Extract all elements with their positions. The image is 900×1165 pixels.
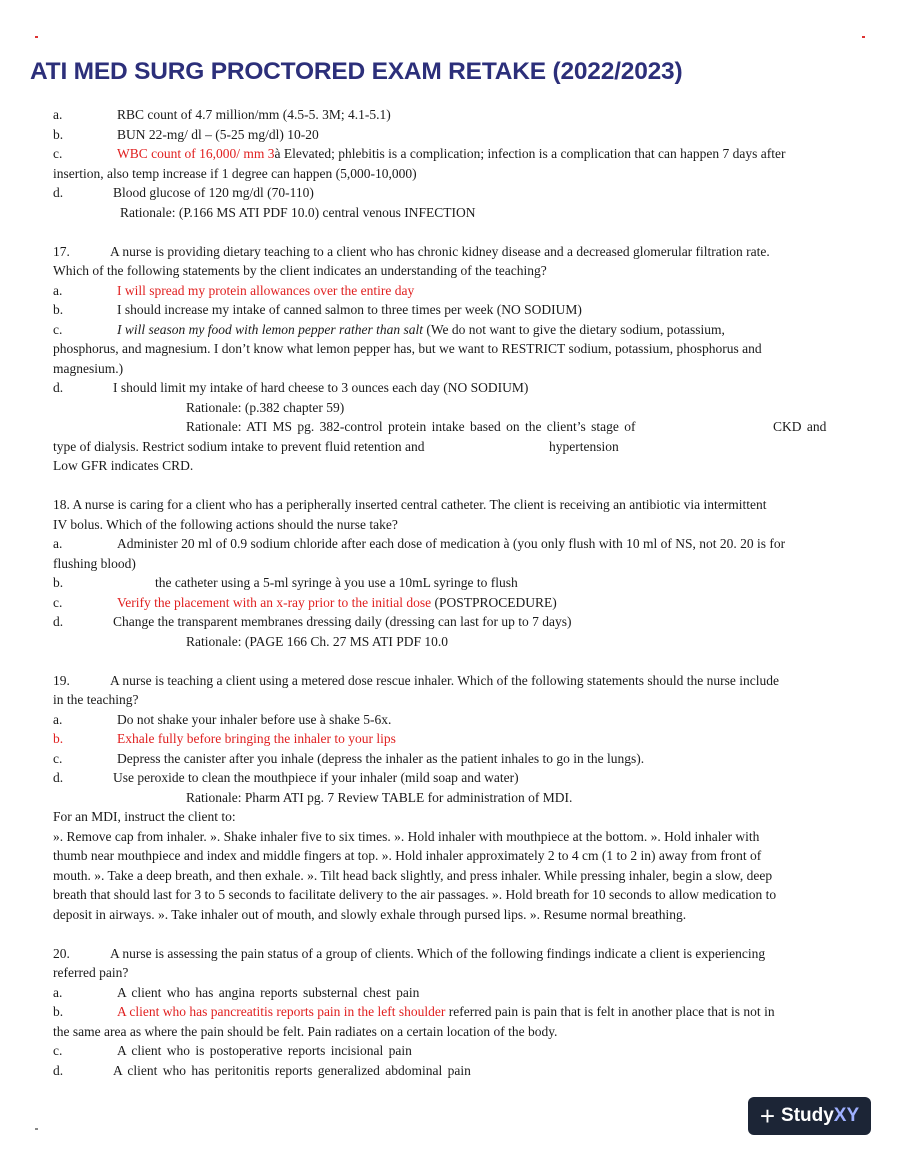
q16-rationale: Rationale: (P.166 MS ATI PDF 10.0) central venous INFECTION [120,204,476,220]
q20-stem-cont: referred pain? [53,965,129,980]
q18-option-d: d. Change the transparent membranes dressing daily (dressing can last for up to 7 days) [53,614,572,629]
q20-stem: 20. A nurse is assessing the pain status of a group of clients. Which of the following findings indicate a client is experiencing [53,945,766,961]
q17-stem-cont: Which of the following statements by the client indicates an understanding of the teaching? [53,263,547,278]
q17-option-d: d. I should limit my intake of hard cheese to 3 ounces each day (NO SODIUM) [53,380,529,395]
plus-icon: + [759,1101,776,1131]
q17-option-b: b. I should increase my intake of canned salmon to three times per week (NO SODIUM) [53,302,582,317]
q16-option-c: c. WBC count of 16,000/ mm 3à Elevated; phlebitis is a complication; infection is a complication that can happen 7 days after [53,146,786,161]
q19-steps-3: mouth. ». Take a deep breath, and then exhale. ». Tilt head back slightly, and press inhaler. While pressing inhaler, begin a slow, deep [53,867,773,883]
q17-rationale-3: type of dialysis. Restrict sodium intake to prevent fluid retention and hypertension [53,438,619,454]
q19-option-c: c. Depress the canister after you inhale (depress the inhaler as the patient inhales to go in the lungs). [53,750,645,766]
correct-answer: A client who has pancreatitis reports pain in the left shoulder [117,1004,446,1019]
q18-stem-cont: IV bolus. Which of the following actions should the nurse take? [53,516,398,532]
q19-option-a: a. Do not shake your inhaler before use à shake 5-6x. [53,711,392,727]
document-title: ATI MED SURG PROCTORED EXAM RETAKE (2022/2023) [30,58,683,85]
correct-answer: WBC count of 16,000/ mm 3 [117,146,275,161]
q19-stem: 19. A nurse is teaching a client using a metered dose rescue inhaler. Which of the following statements should the nurse include [53,672,779,688]
q20-option-c: c. A client who is postoperative reports incisional pain [53,1043,412,1058]
q20-option-a: a. A client who has angina reports substernal chest pain [53,984,420,1000]
correct-answer: I will spread my protein allowances over the entire day [117,282,415,298]
corner-mark-bottom-left [35,1128,38,1130]
q19-steps-1: ». Remove cap from inhaler. ». Shake inhaler five to six times. ». Hold inhaler with mouthpiece at the bottom. ». Hold inhaler with [53,828,760,844]
corner-mark-top-right [862,36,865,38]
q18-option-a-cont: flushing blood) [53,555,136,571]
q18-option-b: b. the catheter using a 5-ml syringe à you use a 10mL syringe to flush [53,575,518,590]
q16-option-b: b. BUN 22-mg/ dl – (5-25 mg/dl) 10-20 [53,126,319,142]
q17-rationale-4: Low GFR indicates CRD. [53,458,194,473]
q19-stem-cont: in the teaching? [53,692,139,707]
studyxy-logo[interactable]: + Study XY [748,1097,871,1135]
q17-rationale-1: Rationale: (p.382 chapter 59) [186,399,345,415]
q19-steps-5: deposit in airways. ». Take inhaler out of mouth, and slowly exhale through pursed lips. ». Resume normal breathing. [53,906,687,922]
document-body [53,105,845,1080]
q17-option-c-cont2: magnesium.) [53,360,124,376]
q16-option-d: d. Blood glucose of 120 mg/dl (70-110) [53,185,314,200]
q16-option-a: a. RBC count of 4.7 million/mm (4.5-5. 3M; 4.1-5.1) [53,107,391,122]
q17-option-a: a. I will spread my protein allowances over the entire day [53,282,415,298]
corner-mark-top-left [35,36,38,38]
q18-option-a: a. Administer 20 ml of 0.9 sodium chloride after each dose of medication à (you only flush with 10 ml of NS, not 20. 20 is for [53,536,786,551]
q18-option-c: c. Verify the placement with an x-ray prior to the initial dose (POSTPROCEDURE) [53,594,557,610]
q19-option-b: b. Exhale fully before bringing the inhaler to your lips [53,731,396,746]
q19-steps-2: thumb near mouthpiece and index and middle fingers at top. ». Hold inhaler approximately 2 to 4 cm (1 to 2 in) away from front of [53,848,762,863]
q20-option-b-cont: the same area as where the pain should be felt. Pain radiates on a certain location of the body. [53,1023,558,1039]
q17-rationale-2: Rationale: ATI MS pg. 382-control protein intake based on the client’s stage of CKD and [186,419,827,434]
q18-rationale: Rationale: (PAGE 166 Ch. 27 MS ATI PDF 10.0 [186,633,449,649]
q19-option-d: d. Use peroxide to clean the mouthpiece if your inhaler (mild soap and water) [53,770,519,785]
correct-answer: Verify the placement with an x-ray prior to the initial dose [117,594,432,610]
q16-option-c-cont: insertion, also temp increase if 1 degree can happen (5,000-10,000) [53,165,417,181]
q19-rationale: Rationale: Pharm ATI pg. 7 Review TABLE for administration of MDI. [186,789,573,805]
q19-instruction: For an MDI, instruct the client to: [53,809,236,824]
q18-stem: 18. A nurse is caring for a client who has a peripherally inserted central catheter. The client is receiving an antibiotic via intermittent [53,497,767,512]
q19-steps-4: breath that should last for 3 to 5 seconds to facilitate delivery to the air passages. ». Hold breath for 10 seconds to allow medication to [53,887,777,902]
q17-option-c-cont: phosphorus, and magnesium. I don’t know what lemon pepper has, but we want to RESTRICT sodium, potassium, phosphorus and [53,341,762,356]
q20-option-d: d. A client who has peritonitis reports generalized abdominal pain [53,1062,471,1078]
correct-answer: Exhale fully before bringing the inhaler to your lips [117,731,396,746]
q17-stem: 17. A nurse is providing dietary teaching to a client who has chronic kidney disease and a decreased glomerular filtration rate. [53,243,770,259]
q20-option-b: b. A client who has pancreatitis reports pain in the left shoulder referred pain is pain that is felt in another place that is not in [53,1004,775,1019]
q17-option-c: c. I will season my food with lemon pepper rather than salt (We do not want to give the dietary sodium, potassium, [53,321,725,337]
